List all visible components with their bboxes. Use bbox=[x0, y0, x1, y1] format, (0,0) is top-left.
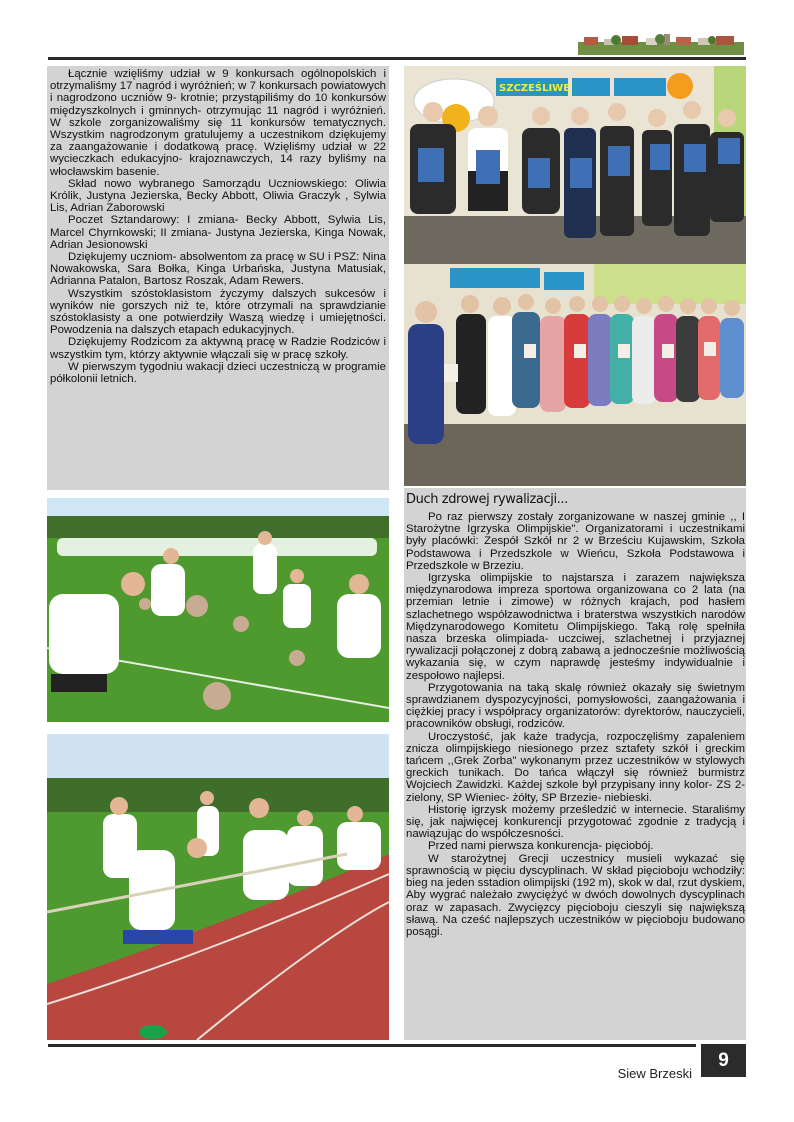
article-heading: Duch zdrowej rywalizacji... bbox=[406, 492, 568, 507]
footer-rule bbox=[48, 1044, 696, 1047]
left-paragraph: Dziękujemy uczniom- absolwentom za pracę w SU i PSZ: Nina Nowakowska, Sara Bołka, Kinga Urbańska, Justyna Matusiak, Adrianna Patalon, Bartosz Roszak, Adam Rewers. bbox=[50, 251, 386, 288]
left-paragraph: Łącznie wzięliśmy udział w 9 konkursach ogólnopolskich i otrzymaliśmy 17 nagród i wyróżnień; w 7 konkursach powiatowych i nagrodzono uczniów 9- krotnie; przystąpiliśmy do 10 konkursów międzyszkolnych i gminnych- otrzymując 11 nagród i wyróżnień. W szkole zorganizowaliśmy się 11 konkursów tematycznych. Wszystkim nagrodzonym gratulujemy a uczestnikom dziękujemy za zaangażowanie i dodatkową pracę. Wzięliśmy udział w 22 wycieczkach edukacyjno- krajoznawczych, 14 razy byliśmy na włocławskim basenie. bbox=[50, 68, 386, 178]
svg-text:SZCZEŚLIWE: SZCZEŚLIWE bbox=[499, 83, 571, 94]
right-paragraph: Przygotowania na taką skalę również okazały się świetnym sprawdzianem dyspozycyjności, pomysłowości, zaangażowania i ciężkiej pracy i współpracy organizatorów: dyrektorów, nauczycieli, pracowników obsługi, rodziców. bbox=[406, 681, 745, 731]
left-paragraph: Dziękujemy Rodzicom za aktywną pracę w Radzie Rodziców i wszystkim tym, którzy aktywnie włączali się w pracę szkoły. bbox=[50, 336, 386, 361]
right-paragraph: Igrzyska olimpijskie to najstarsza i zarazem największa międzynarodowa impreza sportowa organizowana co 2 lata (na przemian letnie i zimowe) w różnych krajach, pod hasłem szlachetnego współzawodnictwa i braterstwa wszystkich narodów Międzynarodowego Komitetu Olimpijskiego. Taką rolę spełniła nasza brzeska olimpiada- uczciwej, szlachetnej i przyjaznej rywalizacji połączonej z dobrą zabawą a jednocześnie możliwością wykazania się, w czym naprawdę jesteśmy indywidualnie i zespołowo najlepsi. bbox=[406, 572, 745, 682]
right-text-column bbox=[404, 488, 746, 1040]
header-rule bbox=[48, 57, 746, 60]
photo-award-ceremony bbox=[404, 66, 746, 264]
header-village-image bbox=[578, 28, 744, 55]
left-paragraph: Skład nowo wybranego Samorządu Uczniowskiego: Oliwia Królik, Justyna Jezierska, Becky Abbott, Oliwia Graczyk , Sylwia Lis, Adrian Zaborowski bbox=[50, 177, 386, 215]
photo-tug-of-war bbox=[47, 734, 389, 1040]
photo-teachers-group bbox=[404, 264, 746, 486]
left-paragraph: W pierwszym tygodniu wakacji dzieci uczestniczą w programie półkolonii letnich. bbox=[50, 360, 386, 386]
left-text-column bbox=[47, 66, 389, 490]
right-paragraph: Historię igrzysk możemy prześledzić w internecie. Staraliśmy się, jak najwięcej konkurencji przygotować zgodnie z tradycją i nawiązując do współczesności. bbox=[406, 803, 745, 841]
right-paragraph: Przed nami pierwsza konkurencja- pięciobój. bbox=[428, 840, 654, 853]
photo-olympic-games-field bbox=[47, 498, 389, 722]
right-paragraph: Po raz pierwszy zostały zorganizowane w naszej gminie ,, I Starożytne Igrzyska Olimpijskie". Organizatorami i uczestnikami były placówki: Zespół Szkół nr 2 w Brześciu Kujawskim, Szkoła Podstawowa i Przedszkole w Wieńcu, Szkoła Podstawowa i Przedszkole w Brzeziu. bbox=[406, 511, 745, 572]
left-paragraph: Wszystkim szóstoklasistom życzymy dalszych sukcesów i wyników nie gorszych niż te, które otrzymali na sprawdzianie szóstoklasisty a one potwierdziły Waszą wiedzę i umiejętności. Powodzenia na dalszych etapach edukacyjnych. bbox=[50, 287, 386, 337]
page-number: 9 bbox=[701, 1044, 746, 1077]
magazine-name: Siew Brzeski bbox=[617, 1066, 692, 1081]
left-paragraph: Poczet Sztandarowy: I zmiana- Becky Abbott, Sylwia Lis, Marcel Chyrnkowski; II zmiana- Justyna Jezierska, Kinga Nowak, Adrian Jesionowski bbox=[50, 214, 386, 251]
right-paragraph: Uroczystość, jak każe tradycja, rozpoczęliśmy zapaleniem znicza olimpijskiego niesionego przez sztafety szkół i greckim tańcem ,,Grek Zorba" wykonanym przez uczestników w stylowych greckich tunikach. Do tańca włączył się również burmistrz Wojciech Zawidzki. Każdej szkole był przypisany inny kolor- ZS 2- zielony, SP Wieniec- żółty, SP Brzezie- niebieski. bbox=[406, 730, 745, 804]
right-paragraph: W starożytnej Grecji uczestnicy musieli wykazać się sprawnością w pięciu dyscyplinach. W skład pięcioboju wchodziły: bieg na jeden sstadion olimpijski (192 m), skok w dal, rzut dyskiem, Aby wygrać należało zwyciężyć w dwóch dowolnych dyscyplinach oraz w zapasach. Zwycięzcy pięcioboju cieszyli się największą sławą. Na cześć najlepszych uczestników w pięcioboju budowano posągi. bbox=[406, 852, 745, 938]
